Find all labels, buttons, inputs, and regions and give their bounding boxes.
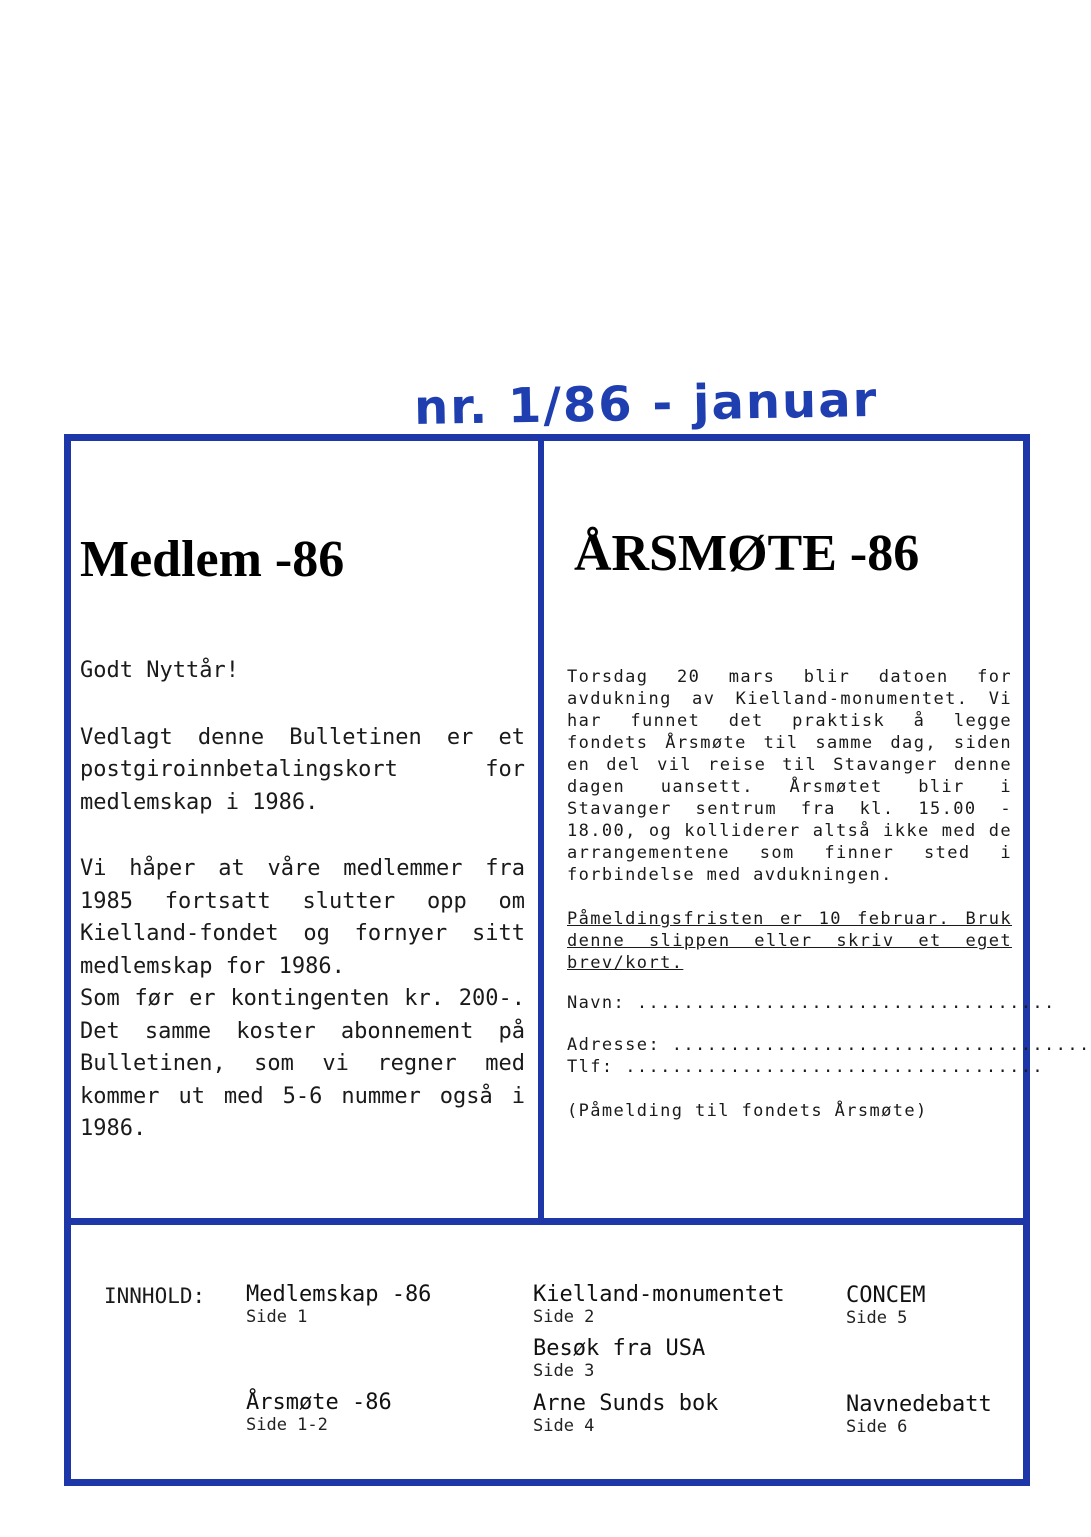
toc-page: Side 3	[533, 1361, 595, 1381]
enclosure-paragraph: Vedlagt denne Bulletinen er et postgiroinnbetalingskort for medlemskap i 1986.	[80, 724, 525, 815]
toc-title: Arne Sunds bok	[533, 1391, 719, 1416]
renewal-paragraph: Vi håper at våre medlemmer fra 1985 fortsatt slutter opp om Kielland-fondet og fornyer sitt medlemskap for 1986.	[80, 856, 525, 979]
address-field[interactable]	[567, 1034, 1091, 1056]
toc-title: Navnedebatt	[846, 1392, 992, 1417]
toc-item[interactable]	[246, 1282, 431, 1327]
toc-item[interactable]	[533, 1391, 718, 1436]
toc-title: Besøk fra USA	[533, 1336, 706, 1361]
annual-meeting-text	[567, 666, 1091, 1122]
name-label: Navn:	[567, 993, 626, 1013]
registration-note: (Påmelding til fondets Årsmøte)	[567, 1101, 928, 1121]
phone-label: Tlf:	[567, 1057, 614, 1077]
toc-page: Side 2	[533, 1307, 595, 1327]
toc-item[interactable]	[846, 1392, 992, 1437]
phone-field[interactable]	[567, 1056, 1045, 1078]
annual-meeting-heading: ÅRSMØTE -86	[574, 525, 920, 582]
deadline-paragraph: Påmeldingsfristen er 10 februar. Bruk denne slippen eller skriv et eget brev/kort.	[567, 909, 1012, 973]
address-dots: ....................................	[671, 1035, 1091, 1055]
column-divider	[538, 438, 544, 1222]
name-field[interactable]	[567, 992, 1056, 1014]
name-dots: ....................................	[636, 993, 1056, 1013]
membership-text	[80, 655, 525, 1146]
toc-title: Medlemskap -86	[246, 1282, 432, 1307]
toc-item[interactable]	[846, 1283, 925, 1328]
issue-handwritten-title: nr. 1/86 - januar	[413, 371, 879, 437]
toc-item[interactable]	[533, 1282, 785, 1327]
contents-divider	[64, 1218, 1030, 1225]
toc-page: Side 5	[846, 1308, 908, 1328]
toc-page: Side 4	[533, 1416, 595, 1436]
address-label: Adresse:	[567, 1035, 661, 1055]
membership-heading: Medlem -86	[80, 531, 345, 588]
meeting-paragraph: Torsdag 20 mars blir datoen for avdukning av Kielland-monumentet. Vi har funnet det praktisk å legge fondets Årsmøte til samme dag, siden en del vil reise til Stavanger denne dagen uansett. Årsmøtet blir i Stavanger sentrum fra kl. 15.00 - 18.00, og kolliderer altså ikke med de arrangementene som finner sted i forbindelse med avdukningen.	[567, 667, 1012, 885]
greeting: Godt Nyttår!	[80, 658, 239, 683]
toc-item[interactable]	[533, 1336, 705, 1381]
fee-paragraph: Som før er kontingenten kr. 200-. Det samme koster abonnement på Bulletinen, som vi regner med kommer ut med 5-6 nummer også i 1986.	[80, 986, 525, 1141]
contents-label: INNHOLD:	[104, 1284, 206, 1308]
toc-page: Side 1-2	[246, 1415, 328, 1435]
toc-title: Kielland-monumentet	[533, 1282, 785, 1307]
toc-page: Side 1	[246, 1307, 308, 1327]
toc-page: Side 6	[846, 1417, 908, 1437]
toc-title: CONCEM	[846, 1283, 926, 1308]
phone-dots: ....................................	[625, 1057, 1045, 1077]
toc-title: Årsmøte -86	[246, 1390, 392, 1415]
toc-item[interactable]	[246, 1390, 392, 1435]
